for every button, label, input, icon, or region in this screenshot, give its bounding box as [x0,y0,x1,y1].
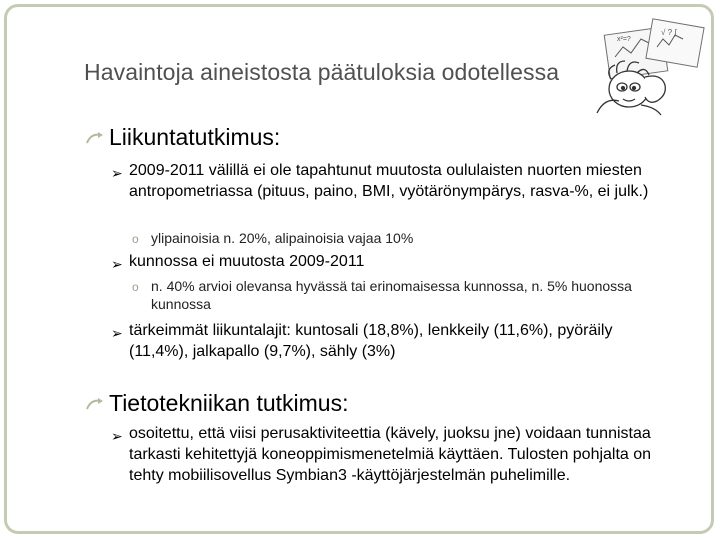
curved-arrow-bullet-icon [85,131,105,145]
svg-text:x²=?: x²=? [617,36,631,43]
section-heading-text: Liikuntatutkimus: [109,124,281,150]
section-heading-liikunta [87,124,280,151]
arrowhead-bullet-icon: ➢ [111,165,123,181]
list-item-text: kunnossa ei muutosta 2009-2011 [129,253,365,270]
sub-list-item-text: ylipainoisia n. 20%, alipainoisia vajaa 10% [151,230,414,246]
arrowhead-bullet-icon: ➢ [111,428,123,444]
sub-list-item [133,229,653,247]
list-item-text: osoitettu, että viisi perusaktiviteettia (kävely, juoksu jne) voidaan tunnistaa tarkasti kehitettyjä koneoppimismenetelmiä käyttäen. Tulosten pohjalta on tehty mobiilisovellus Symbian3 -käyttöjärjestelmän puhelimille. [129,425,652,484]
sub-list-item-text: n. 40% arvioi olevansa hyvässä tai erinomaisessa kunnossa, n. 5% huonossa kunnossa [151,278,632,312]
arrowhead-bullet-icon: ➢ [111,256,123,272]
section-heading-text: Tietotekniikan tutkimus: [109,390,349,416]
list-item [113,320,673,362]
list-item-text: tärkeimmät liikuntalajit: kuntosali (18,8%), lenkkeily (11,6%), pyöräily (11,4%), jalkapallo (9,7%), sähly (3%) [129,322,613,360]
curved-arrow-bullet-icon [85,397,105,411]
slide-title: Havaintoja aineistosta päätuloksia odotellessa [84,59,560,85]
circle-bullet-icon: o [132,232,139,246]
slide [4,4,714,534]
thinking-person-illustration [537,17,714,117]
circle-bullet-icon: o [132,280,139,294]
list-item [113,423,653,486]
section-heading-tietotekniikka [87,390,348,417]
list-item [113,160,673,202]
svg-text:√ ? ∫: √ ? ∫ [661,28,677,37]
list-item [113,251,673,272]
list-item-text: 2009-2011 välillä ei ole tapahtunut muutosta oululaisten nuorten miesten antropometriassa (pituus, paino, BMI, vyötärönympärys, rasva-%, ei julk.) [129,162,649,200]
arrowhead-bullet-icon: ➢ [111,325,123,341]
sub-list-item [133,277,643,313]
